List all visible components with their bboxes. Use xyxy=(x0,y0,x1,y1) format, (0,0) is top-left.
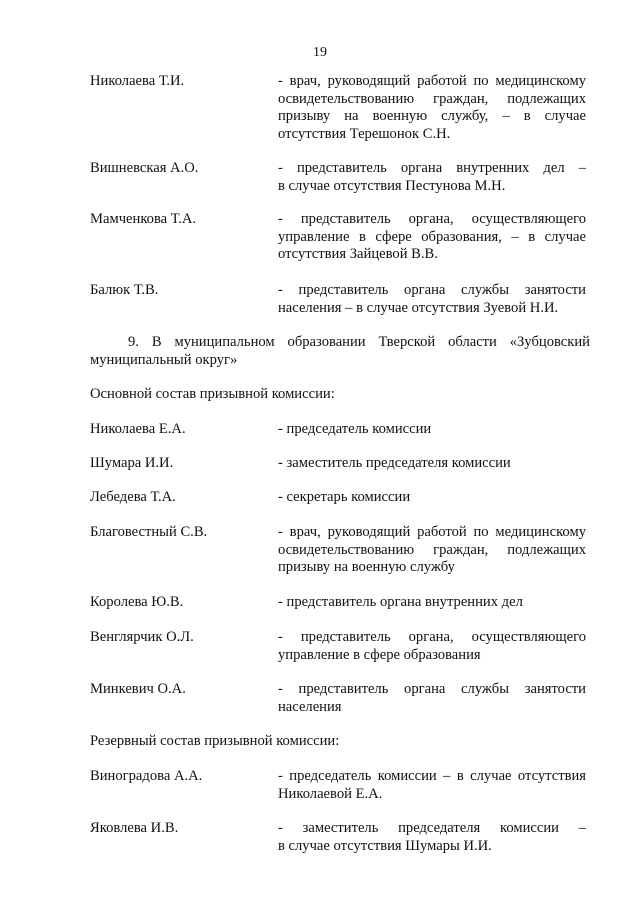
member-name: Вишневская А.О. xyxy=(90,160,199,176)
role-line: - представитель органа службы занятости xyxy=(278,282,586,298)
member-name: Николаева Т.И. xyxy=(90,73,185,89)
role-line: - представитель органа, осуществляющего xyxy=(278,629,586,645)
role-line: - представитель органа внутренних дел – xyxy=(278,160,586,176)
member-role xyxy=(278,160,586,195)
role-line: в случае отсутствия Шумары И.И. xyxy=(278,837,492,854)
role-line: населения – в случае отсутствия Зуевой Н.И. xyxy=(278,299,559,316)
member-name: Венглярчик О.Л. xyxy=(90,629,194,645)
role-line: отсутствия Зайцевой В.В. xyxy=(278,246,438,263)
role-line: - представитель органа службы занятости xyxy=(278,681,586,697)
member-name: Балюк Т.В. xyxy=(90,282,159,298)
member-name: Мамченкова Т.А. xyxy=(90,211,197,227)
section-heading xyxy=(90,334,590,369)
member-role xyxy=(278,820,586,855)
role-line: населения xyxy=(278,698,342,715)
role-line: освидетельствованию граждан, подлежащих xyxy=(278,541,586,558)
member-role xyxy=(278,211,586,264)
role-line: - заместитель председателя комиссии – xyxy=(278,820,586,836)
member-role xyxy=(278,524,586,577)
member-name: Николаева Е.А. xyxy=(90,421,186,437)
role-line: Николаевой Е.А. xyxy=(278,785,383,802)
member-role xyxy=(278,768,586,803)
role-line: - врач, руководящий работой по медицинскому xyxy=(278,73,586,89)
member-name: Виноградова А.А. xyxy=(90,768,203,784)
role-line: управление в сфере образования, – в случае xyxy=(278,228,586,245)
role-line: - заместитель председателя комиссии xyxy=(278,455,511,471)
role-line: в случае отсутствия Пестунова М.Н. xyxy=(278,177,506,194)
role-line: освидетельствованию граждан, подлежащих xyxy=(278,90,586,107)
member-role xyxy=(278,681,586,716)
member-role xyxy=(278,489,586,507)
role-line: призыву на военную службу, – в случае xyxy=(278,108,586,125)
member-name: Яковлева И.В. xyxy=(90,820,179,836)
role-line: - врач, руководящий работой по медицинскому xyxy=(278,524,586,540)
member-name: Королева Ю.В. xyxy=(90,594,184,610)
page-number: 19 xyxy=(313,45,327,60)
member-role xyxy=(278,73,586,143)
member-name: Минкевич О.А. xyxy=(90,681,186,697)
role-line: - председатель комиссии xyxy=(278,421,432,437)
main-composition-title: Основной состав призывной комиссии: xyxy=(90,386,335,402)
role-line: - секретарь комиссии xyxy=(278,489,411,505)
member-role xyxy=(278,594,586,612)
member-role xyxy=(278,629,586,664)
member-role xyxy=(278,421,586,439)
reserve-composition-title: Резервный состав призывной комиссии: xyxy=(90,733,340,749)
member-role xyxy=(278,455,586,473)
member-role xyxy=(278,282,586,317)
member-name: Лебедева Т.А. xyxy=(90,489,176,505)
role-line: - представитель органа внутренних дел xyxy=(278,594,523,610)
role-line: - представитель органа, осуществляющего xyxy=(278,211,586,227)
member-name: Благовестный С.В. xyxy=(90,524,208,540)
role-line: управление в сфере образования xyxy=(278,646,481,663)
role-line: - председатель комиссии – в случае отсутствия xyxy=(278,768,586,784)
section-heading-line: муниципальный округ» xyxy=(90,351,238,368)
role-line: призыву на военную службу xyxy=(278,559,455,576)
member-name: Шумара И.И. xyxy=(90,455,174,471)
section-heading-line: 9. В муниципальном образовании Тверской области «Зубцовский xyxy=(128,334,590,350)
role-line: отсутствия Терешонок С.Н. xyxy=(278,125,451,142)
